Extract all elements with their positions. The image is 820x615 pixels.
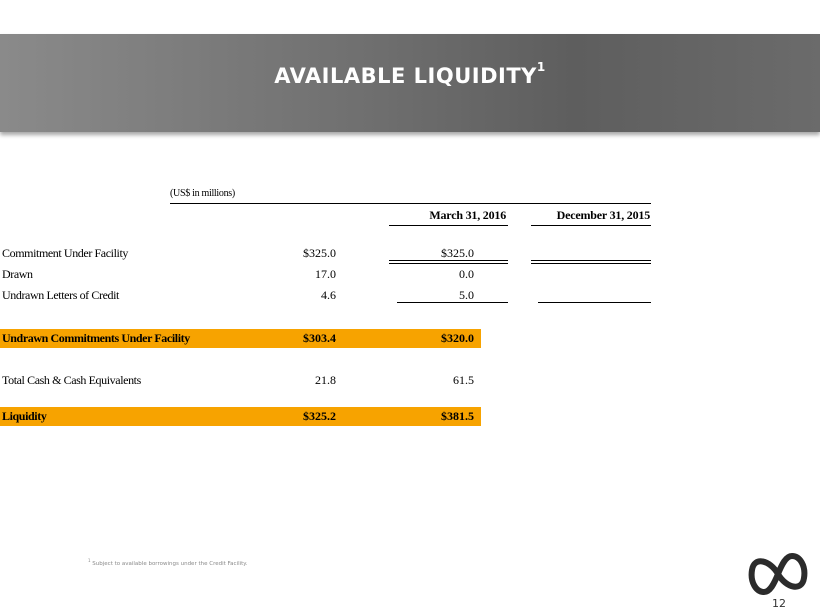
double-underline [389, 263, 508, 264]
liquidity-table [170, 186, 651, 202]
row-label: Commitment Under Facility [2, 246, 128, 260]
table-row-highlight [0, 329, 481, 348]
double-underline [531, 260, 651, 261]
page-title-text: AVAILABLE LIQUIDITY [274, 64, 537, 88]
row-value-march-2016: $303.4 [303, 331, 336, 345]
units-note: (US$ in millions) [170, 188, 235, 199]
double-underline [389, 260, 508, 261]
column-header-march-2016: March 31, 2016 [429, 208, 506, 222]
row-value-march-2016: 21.8 [315, 373, 336, 387]
row-value-december-2015: $381.5 [441, 409, 474, 423]
page-number: 12 [772, 597, 786, 610]
page-title [0, 60, 820, 88]
row-value-december-2015: 61.5 [453, 373, 474, 387]
row-label: Liquidity [2, 409, 47, 423]
column-header-underline [531, 225, 651, 226]
subtotal-underline [397, 302, 508, 303]
row-value-march-2016: $325.0 [303, 246, 336, 260]
footnote-text: Subject to available borrowings under the Credit Facility. [92, 560, 248, 567]
row-value-march-2016: $325.2 [303, 409, 336, 423]
row-value-december-2015: 0.0 [459, 267, 474, 281]
row-value-december-2015: 5.0 [459, 288, 474, 302]
row-value-december-2015: $325.0 [441, 246, 474, 260]
row-label: Drawn [2, 267, 33, 281]
footnote [88, 558, 248, 567]
row-label: Undrawn Commitments Under Facility [2, 331, 190, 345]
footnote-marker: 1 [88, 558, 91, 563]
table-top-rule [170, 203, 651, 204]
row-value-december-2015: $320.0 [441, 331, 474, 345]
column-header-underline [389, 225, 508, 226]
row-value-march-2016: 17.0 [315, 267, 336, 281]
title-footnote-marker: 1 [536, 60, 546, 74]
subtotal-underline [538, 302, 651, 303]
table-row [0, 265, 481, 284]
table-row-highlight [0, 407, 481, 426]
table-row [0, 371, 481, 390]
infinity-logo-icon [748, 552, 808, 596]
double-underline [531, 263, 651, 264]
row-label: Undrawn Letters of Credit [2, 288, 119, 302]
row-label: Total Cash & Cash Equivalents [2, 373, 141, 387]
column-header-december-2015: December 31, 2015 [556, 208, 650, 222]
row-value-march-2016: 4.6 [321, 288, 336, 302]
